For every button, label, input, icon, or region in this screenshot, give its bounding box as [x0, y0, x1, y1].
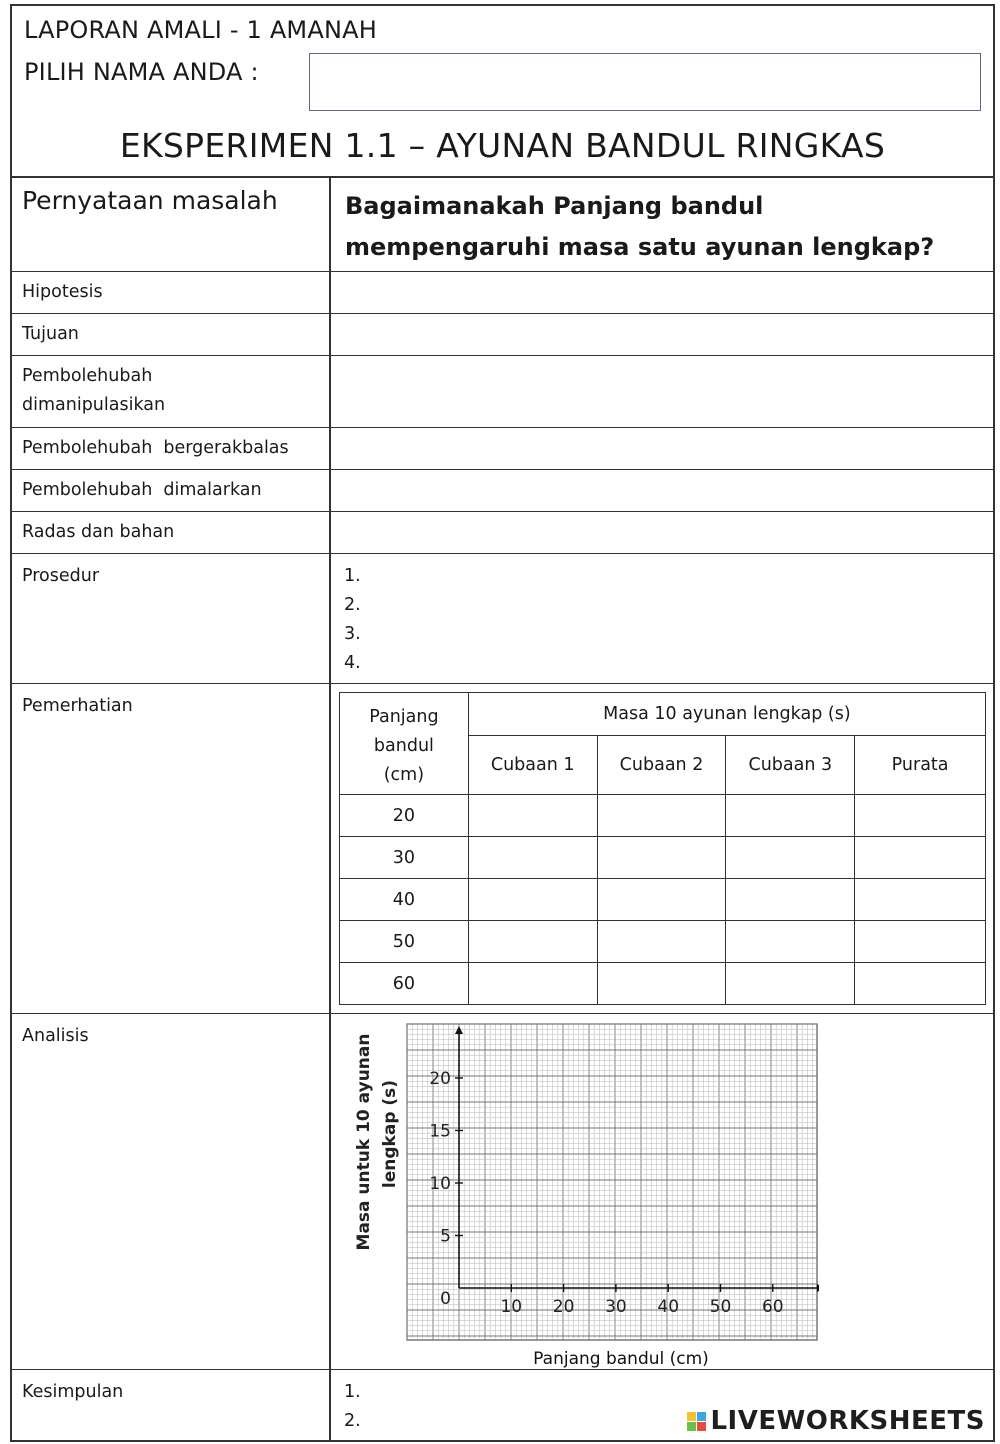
length-header-cell [340, 693, 469, 795]
observation-table [339, 692, 986, 1005]
analysis-label: Analisis [22, 1026, 89, 1046]
observation-row [12, 684, 993, 1014]
analysis-graph[interactable] [339, 1018, 819, 1370]
length-cell: 60 [340, 963, 469, 1005]
length-cell: 20 [340, 795, 469, 837]
procedure-list [344, 562, 361, 678]
table-row [340, 837, 986, 879]
conclusion-list [344, 1378, 361, 1436]
length-cell: 30 [340, 837, 469, 879]
data-cell[interactable] [468, 921, 597, 963]
origin-label: 0 [440, 1289, 451, 1309]
x-tick-label: 40 [657, 1297, 680, 1317]
manipulated-variable-row [12, 356, 993, 428]
apparatus-row [12, 512, 993, 554]
problem-row [12, 178, 993, 272]
trial-header-cell: Cubaan 3 [726, 736, 855, 795]
conclusion-item: 2. [344, 1411, 361, 1431]
controlled-variable-label: Pembolehubah dimalarkan [22, 480, 262, 500]
problem-line-2: mempengaruhi masa satu ayunan lengkap? [345, 233, 935, 261]
aim-label: Tujuan [22, 324, 79, 344]
table-row [340, 879, 986, 921]
graph-grid [407, 1024, 817, 1340]
manipulated-variable-label [22, 362, 165, 420]
data-cell[interactable] [855, 963, 986, 1005]
length-header-line-3: (cm) [383, 765, 425, 785]
data-cell[interactable] [726, 879, 855, 921]
y-tick-label: 10 [429, 1174, 451, 1194]
procedure-item: 2. [344, 595, 361, 615]
table-row [340, 795, 986, 837]
aim-row [12, 314, 993, 356]
y-axis-label-line-1: Masa untuk 10 ayunan [354, 1033, 374, 1251]
data-cell[interactable] [468, 963, 597, 1005]
name-select-input[interactable] [309, 53, 981, 111]
data-cell[interactable] [726, 963, 855, 1005]
x-tick-label: 10 [500, 1297, 523, 1317]
data-cell[interactable] [468, 837, 597, 879]
manipulated-label-line-1: Pembolehubah [22, 366, 153, 386]
data-cell[interactable] [597, 879, 726, 921]
x-tick-label: 20 [552, 1297, 575, 1317]
x-axis-arrow [817, 1284, 819, 1292]
liveworksheets-logo [687, 1406, 985, 1436]
graph-paper [339, 1018, 819, 1370]
data-cell[interactable] [855, 795, 986, 837]
x-axis-label: Panjang bandul (cm) [533, 1349, 709, 1369]
conclusion-label: Kesimpulan [22, 1382, 124, 1402]
x-tick-label: 50 [709, 1297, 732, 1317]
data-cell[interactable] [597, 795, 726, 837]
data-cell[interactable] [726, 795, 855, 837]
length-header-line-1: Panjang [369, 707, 439, 727]
length-cell: 40 [340, 879, 469, 921]
hypothesis-label: Hipotesis [22, 282, 103, 302]
data-cell[interactable] [726, 837, 855, 879]
data-cell[interactable] [597, 837, 726, 879]
data-cell[interactable] [855, 921, 986, 963]
x-tick-label: 60 [761, 1297, 784, 1317]
controlled-variable-row [12, 470, 993, 512]
trial-header-cell: Cubaan 1 [468, 736, 597, 795]
length-header-line-2: bandul [373, 736, 434, 756]
data-cell[interactable] [855, 879, 986, 921]
problem-statement [345, 186, 934, 268]
hypothesis-row [12, 272, 993, 314]
trial-header-cell: Cubaan 2 [597, 736, 726, 795]
data-cell[interactable] [726, 921, 855, 963]
manipulated-label-line-2: dimanipulasikan [22, 395, 166, 415]
y-tick-label: 15 [429, 1121, 451, 1142]
y-axis-label-line-2: lengkap (s) [380, 1079, 400, 1189]
experiment-heading: EKSPERIMEN 1.1 – AYUNAN BANDUL RINGKAS [119, 126, 886, 165]
procedure-row [12, 554, 993, 684]
procedure-item: 4. [344, 653, 361, 673]
time-header-cell: Masa 10 ayunan lengkap (s) [468, 693, 985, 736]
conclusion-item: 1. [344, 1382, 361, 1402]
procedure-label: Prosedur [22, 566, 100, 586]
data-cell[interactable] [468, 795, 597, 837]
analysis-row [12, 1014, 993, 1370]
responding-variable-row [12, 428, 993, 470]
table-row [340, 963, 986, 1005]
responding-variable-label: Pembolehubah bergerakbalas [22, 438, 289, 458]
table-row [340, 921, 986, 963]
apparatus-label: Radas dan bahan [22, 522, 175, 542]
logo-text: LIVEWORKSHEETS [710, 1406, 985, 1436]
data-cell[interactable] [597, 963, 726, 1005]
report-title: LAPORAN AMALI - 1 AMANAH [24, 16, 377, 44]
y-tick-label: 20 [429, 1069, 451, 1089]
data-cell[interactable] [855, 837, 986, 879]
x-tick-label: 30 [605, 1297, 627, 1317]
problem-line-1: Bagaimanakah Panjang bandul [345, 192, 764, 220]
worksheet [10, 4, 995, 1442]
average-header-cell: Purata [855, 736, 986, 795]
observation-label: Pemerhatian [22, 696, 133, 716]
y-tick-label: 5 [440, 1226, 451, 1247]
logo-icon [687, 1412, 706, 1431]
conclusion-row [12, 1370, 993, 1440]
problem-label: Pernyataan masalah [22, 186, 278, 215]
data-cell[interactable] [468, 879, 597, 921]
worksheet-header [12, 6, 993, 178]
data-cell[interactable] [597, 921, 726, 963]
procedure-item: 3. [344, 624, 361, 644]
name-label: PILIH NAMA ANDA : [24, 58, 259, 86]
procedure-item: 1. [344, 566, 361, 586]
length-cell: 50 [340, 921, 469, 963]
